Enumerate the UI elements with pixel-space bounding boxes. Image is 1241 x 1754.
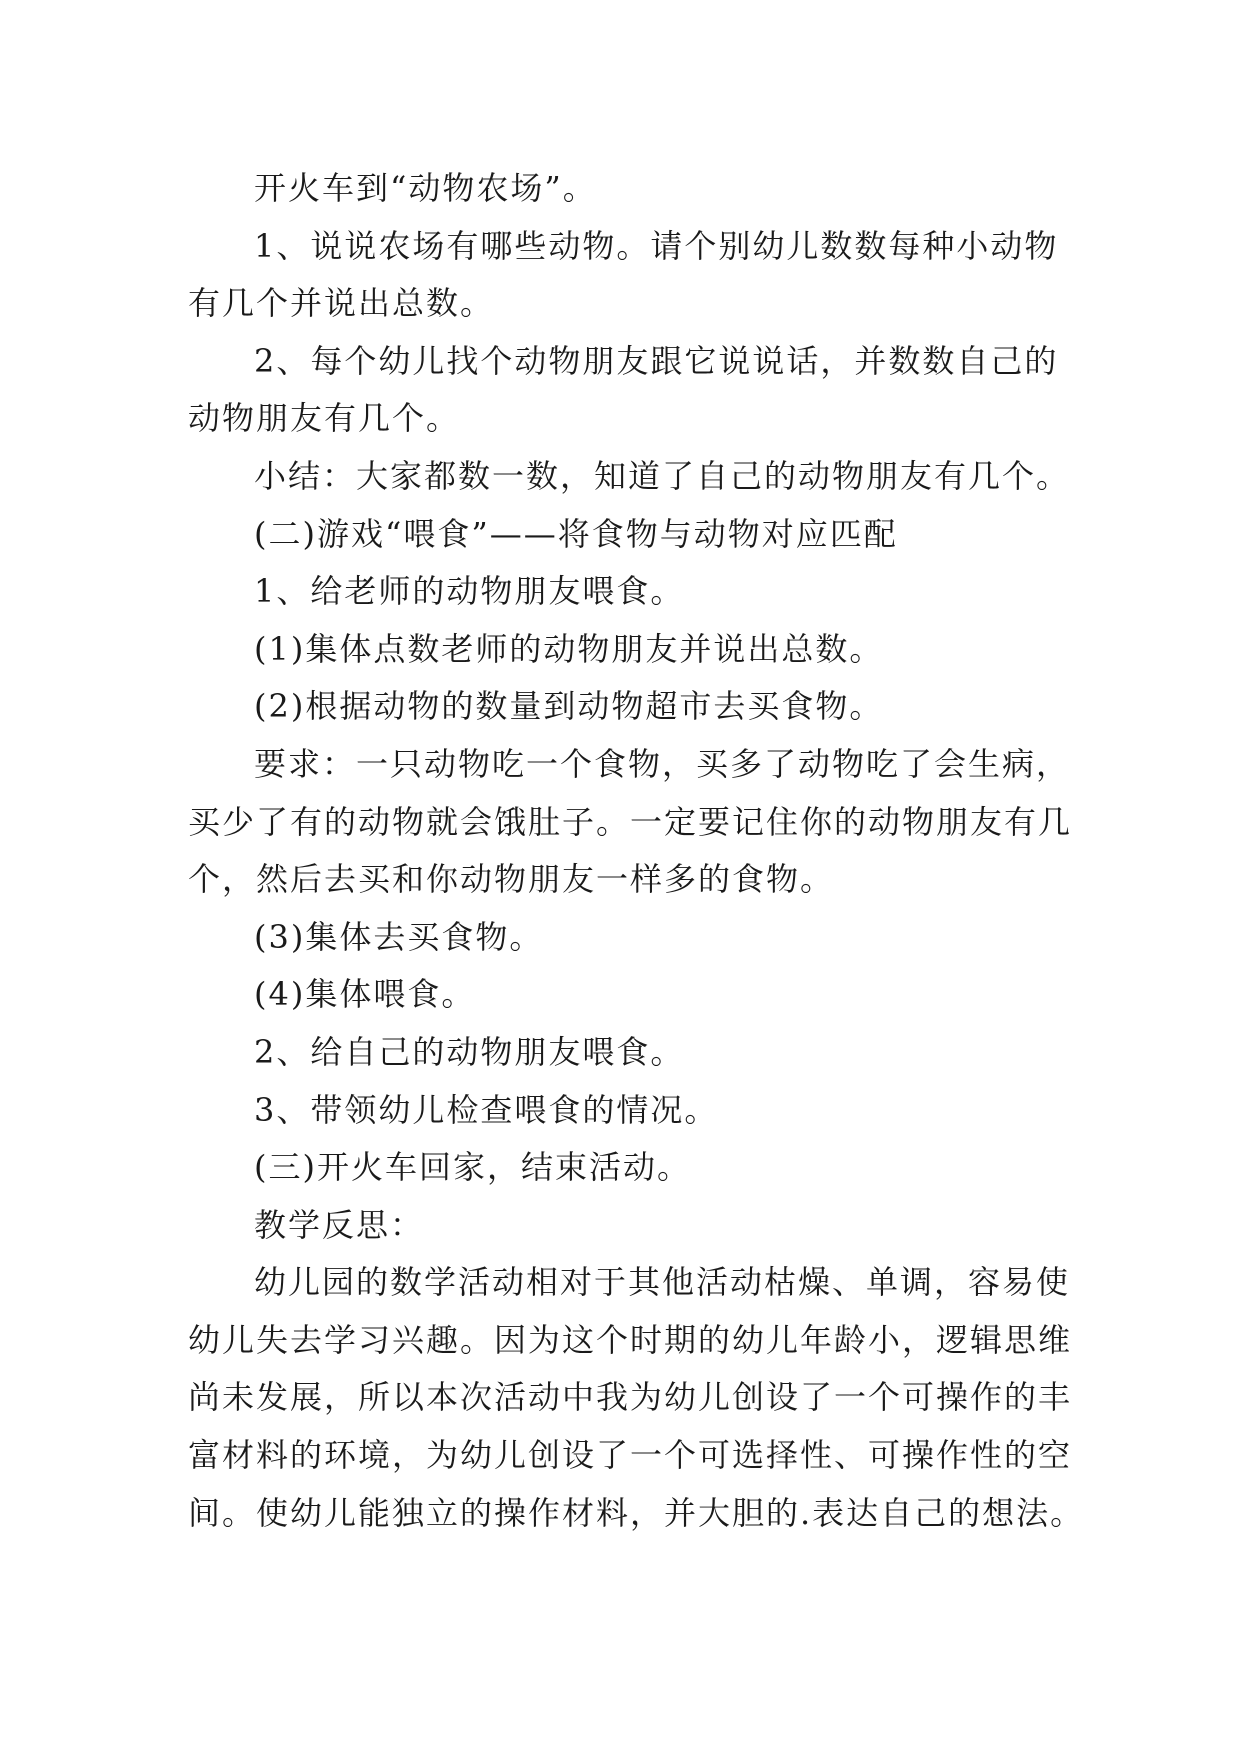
text-line: 动物朋友有几个。 — [188, 399, 461, 438]
text-line: (2)根据动物的数量到动物超市去买食物。 — [254, 687, 884, 726]
section-heading: (二)游戏“喂食”——将食物与动物对应匹配 — [254, 514, 898, 553]
text-line: 2、给自己的动物朋友喂食。 — [254, 1032, 685, 1071]
text-line: 富材料的环境，为幼儿创设了一个可选择性、可操作性的空 — [188, 1436, 1073, 1475]
text-line: 要求：一只动物吃一个食物，买多了动物吃了会生病， — [254, 744, 1071, 783]
text-line: 开火车到“动物农场”。 — [254, 169, 597, 207]
text-line: 3、带领幼儿检查喂食的情况。 — [254, 1090, 719, 1129]
document-body — [188, 160, 1085, 1542]
text-line: 个，然后去买和你动物朋友一样多的食物。 — [188, 860, 835, 899]
text-line: (1)集体点数老师的动物朋友并说出总数。 — [254, 629, 884, 668]
text-line: 1、给老师的动物朋友喂食。 — [254, 572, 685, 611]
text-line: 买少了有的动物就会饿肚子。一定要记住你的动物朋友有几 — [188, 802, 1073, 841]
text-line: 有几个并说出总数。 — [188, 284, 495, 323]
text-line: 幼儿失去学习兴趣。因为这个时期的幼儿年龄小，逻辑思维 — [188, 1320, 1073, 1359]
text-line: 2、每个幼儿找个动物朋友跟它说说话，并数数自己的 — [254, 341, 1059, 380]
section-heading: (三)开火车回家，结束活动。 — [254, 1148, 691, 1187]
section-heading: 教学反思： — [254, 1205, 425, 1244]
text-line: (4)集体喂食。 — [254, 975, 476, 1014]
text-line: 幼儿园的数学活动相对于其他活动枯燥、单调，容易使 — [254, 1263, 1071, 1302]
text-line: 1、说说农场有哪些动物。请个别幼儿数数每种小动物 — [254, 226, 1059, 265]
text-line: 间。使幼儿能独立的操作材料，并大胆的.表达自己的想法。 — [188, 1493, 1085, 1532]
text-line: 小结：大家都数一数，知道了自己的动物朋友有几个。 — [254, 456, 1071, 495]
text-line: (3)集体去买食物。 — [254, 917, 544, 956]
text-line: 尚未发展，所以本次活动中我为幼儿创设了一个可操作的丰 — [188, 1378, 1073, 1417]
